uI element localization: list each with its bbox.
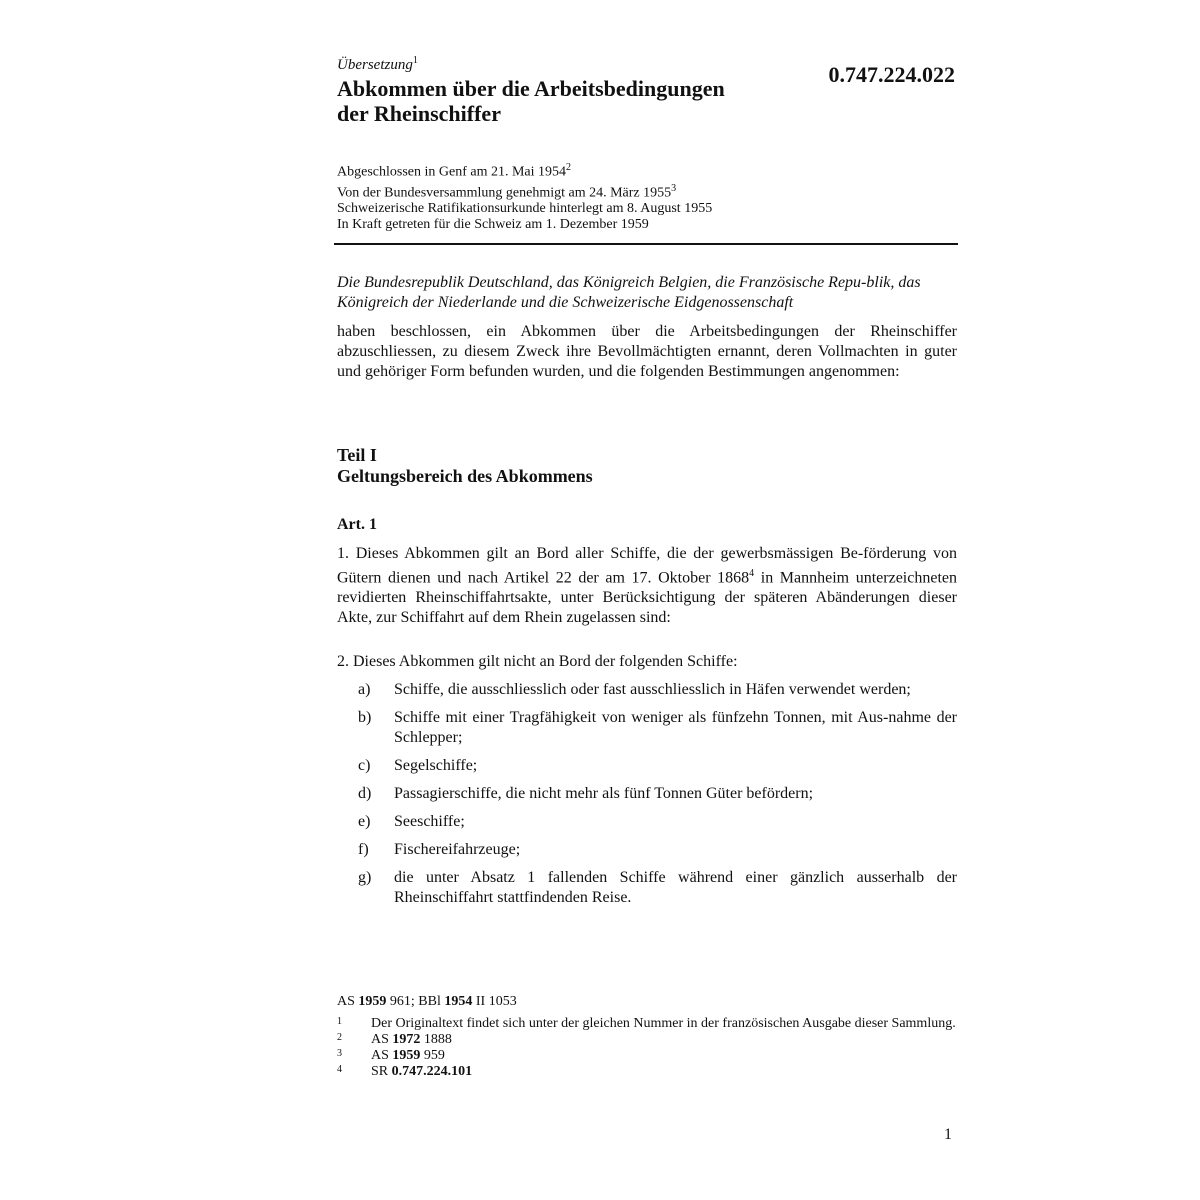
list-text: Segelschiffe; xyxy=(394,757,478,774)
footnote-prefix: AS xyxy=(371,1032,393,1047)
meta-in-force: In Kraft getreten für die Schweiz am 1. Dezember 1959 xyxy=(337,217,649,233)
footnote-number: 4 xyxy=(337,1064,342,1075)
list-text: Schiffe mit einer Tragfähigkeit von weniger als fünfzehn Tonnen, mit Aus-nahme der Schlepper; xyxy=(394,709,957,746)
footnote-bold: 1972 xyxy=(392,1032,421,1047)
footnote-ref[interactable]: 2 xyxy=(566,162,572,173)
footnote xyxy=(337,1032,957,1048)
footnote-bold: 1959 xyxy=(392,1048,421,1063)
meta-approved xyxy=(337,181,957,202)
sr-number: 0.747.224.022 xyxy=(828,62,955,87)
meta-concluded-text: Abgeschlossen in Genf am 21. Mai 1954 xyxy=(337,164,567,180)
official-source-reference xyxy=(337,994,517,1010)
treaty-metadata xyxy=(337,160,957,233)
list-text: Passagierschiffe, die nicht mehr als fünf Tonnen Güter befördern; xyxy=(394,785,814,802)
footnotes xyxy=(337,1016,957,1080)
footnote-number: 2 xyxy=(337,1032,342,1043)
footnote-text xyxy=(371,1032,957,1048)
list-letter: d) xyxy=(358,785,372,802)
footnote-prefix: SR xyxy=(371,1064,392,1079)
part-heading xyxy=(337,445,957,487)
source-year: 1954 xyxy=(444,994,473,1009)
list-letter: g) xyxy=(358,869,372,886)
list-letter: c) xyxy=(358,757,371,774)
meta-concluded xyxy=(337,160,957,181)
article-paragraph-1 xyxy=(337,544,957,628)
footnote-ref[interactable]: 3 xyxy=(671,182,677,194)
footnote-suffix: 1888 xyxy=(420,1032,452,1047)
source-text: II 1053 xyxy=(472,994,517,1009)
meta-approved-text: Von der Bundesversammlung genehmigt am 24. März 1955 xyxy=(337,185,672,201)
footnote-number: 3 xyxy=(337,1048,342,1059)
source-text: AS xyxy=(337,994,359,1009)
article-paragraph-2: 2. Dieses Abkommen gilt nicht an Bord der folgenden Schiffe: xyxy=(337,653,738,670)
footnote-bold: 0.747.224.101 xyxy=(391,1064,473,1079)
list-item xyxy=(337,756,957,776)
footnote-number: 1 xyxy=(337,1016,342,1027)
list-letter: a) xyxy=(358,681,371,698)
document-title xyxy=(337,76,807,126)
meta-ratified: Schweizerische Ratifikationsurkunde hinterlegt am 8. August 1955 xyxy=(337,201,713,217)
source-text: 961; BBl xyxy=(386,994,445,1009)
list-item xyxy=(337,812,957,832)
document-title-line-1: Abkommen über die Arbeitsbedingungen xyxy=(337,76,725,101)
paragraph-text: in Mannheim unterzeichneten revidierten Rheinschiffahrtsakte, unter Berücksichtigung der späteren Abänderungen dieser Akte, zur Schiffahrt auf dem Rhein zugelassen sind: xyxy=(337,569,958,627)
exclusion-list xyxy=(337,680,957,916)
preamble-parties: Die Bundesrepublik Deutschland, das Königreich Belgien, die Französische Repu-blik, das Königreich der Niederlande und die Schweizerische Eidgenossenschaft xyxy=(337,274,921,311)
list-item xyxy=(337,840,957,860)
list-item xyxy=(337,680,957,700)
preamble-text: haben beschlossen, ein Abkommen über die Arbeitsbedingungen der Rheinschiffer abzuschliessen, zu diesem Zweck ihre Bevollmächtigten ernannt, deren Vollmachten in guter und gehöriger Form befunden wurden, und die folgenden Bestimmungen angenommen: xyxy=(337,323,957,380)
article-heading: Art. 1 xyxy=(337,516,377,533)
document-title-line-2: der Rheinschiffer xyxy=(337,101,501,126)
footnote-text: Der Originaltext findet sich unter der gleichen Nummer in der französischen Ausgabe dieser Sammlung. xyxy=(371,1016,956,1031)
footnote xyxy=(337,1048,957,1064)
source-year: 1959 xyxy=(358,994,387,1009)
list-item xyxy=(337,784,957,804)
document-header xyxy=(337,52,957,126)
page-number: 1 xyxy=(944,1126,952,1143)
list-letter: f) xyxy=(358,841,369,858)
footnote xyxy=(337,1016,957,1032)
list-text: die unter Absatz 1 fallenden Schiffe während einer gänzlich ausserhalb der Rheinschiffahrt stattfindenden Reise. xyxy=(394,869,957,906)
part-title: Geltungsbereich des Abkommens xyxy=(337,466,593,486)
footnote-ref[interactable]: 1 xyxy=(412,55,418,66)
list-letter: b) xyxy=(358,709,372,726)
footnote-suffix: 959 xyxy=(420,1048,445,1063)
footnote-prefix: AS xyxy=(371,1048,393,1063)
list-text: Schiffe, die ausschliesslich oder fast ausschliesslich in Häfen verwendet werden; xyxy=(394,681,911,698)
list-item xyxy=(337,868,957,908)
paragraph-text: 1. Dieses Abkommen gilt an Bord aller Schiffe, die der gewerbsmässigen Be-förderung von Gütern dienen und nach Artikel 22 der am 17. Oktober 1868 xyxy=(337,545,957,587)
list-item xyxy=(337,708,957,748)
list-text: Seeschiffe; xyxy=(394,813,465,830)
footnote xyxy=(337,1064,957,1080)
part-label: Teil I xyxy=(337,445,377,465)
translation-label-text: Übersetzung xyxy=(337,57,413,73)
footnote-text xyxy=(371,1048,957,1064)
list-letter: e) xyxy=(358,813,371,830)
footnote-ref[interactable]: 4 xyxy=(749,568,755,579)
header-divider xyxy=(334,243,958,245)
list-text: Fischereifahrzeuge; xyxy=(394,841,521,858)
footnote-text xyxy=(371,1064,957,1080)
